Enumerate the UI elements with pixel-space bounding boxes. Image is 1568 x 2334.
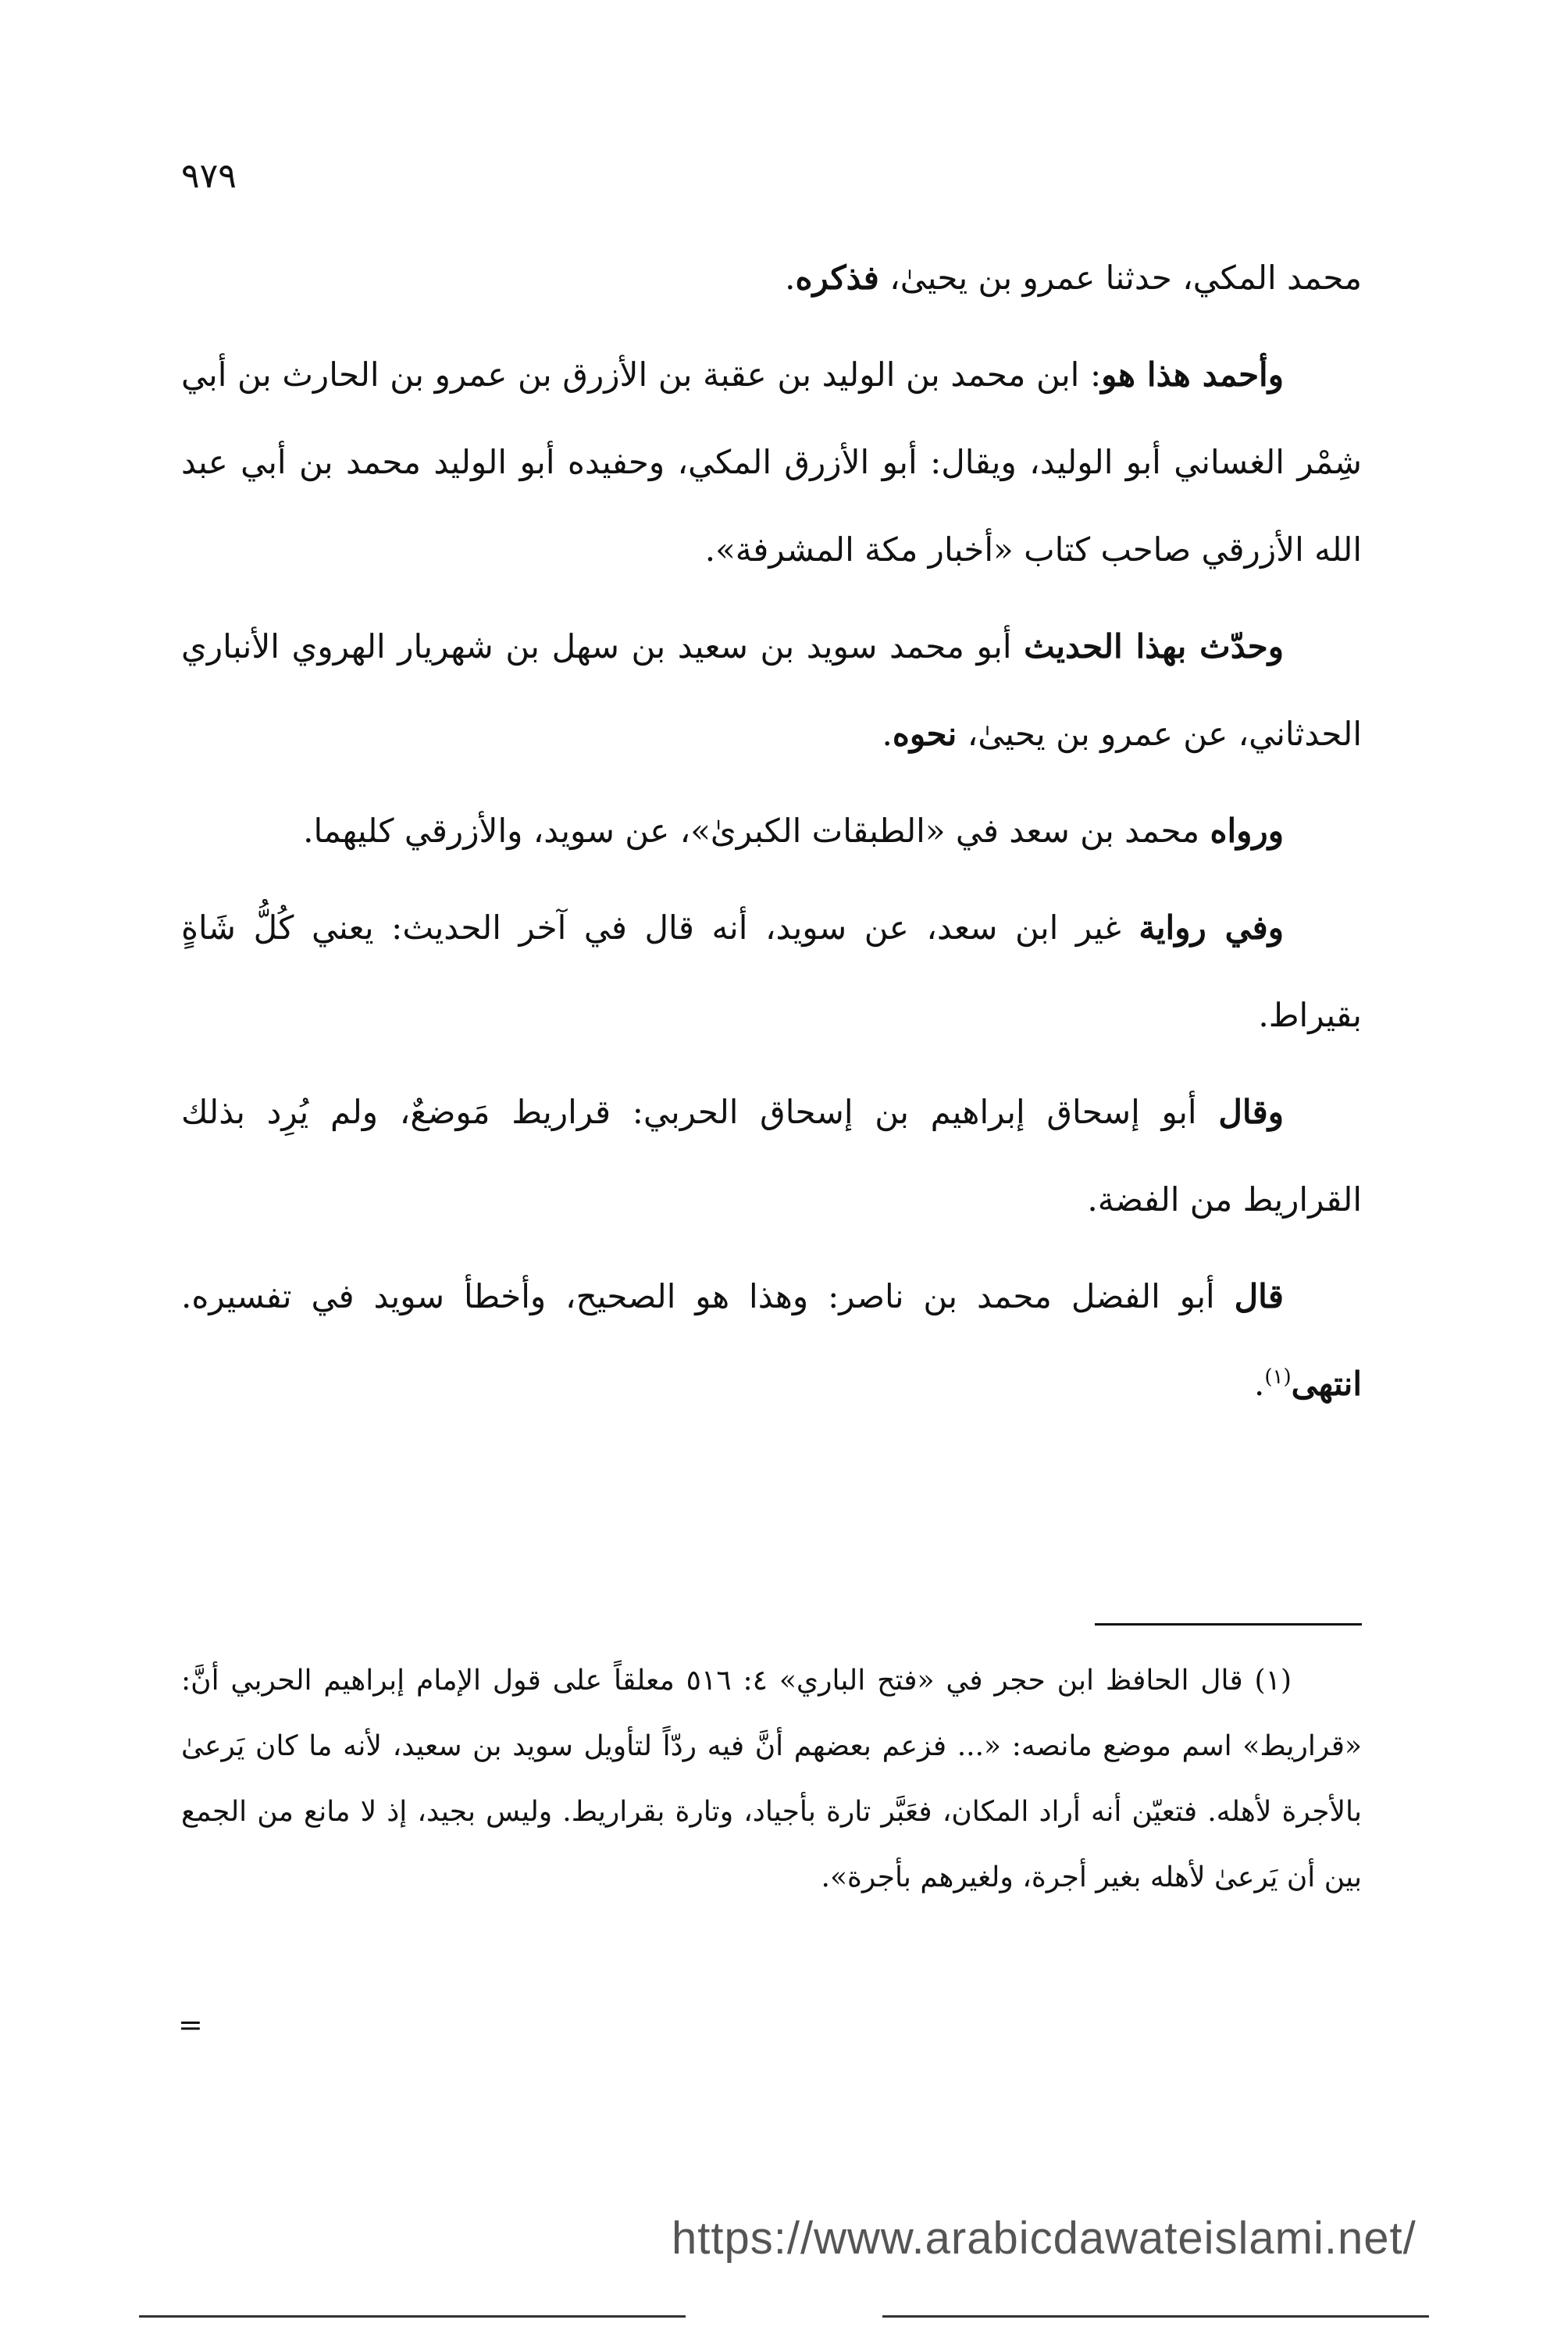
- paragraph-6: وقال أبو إسحاق إبراهيم بن إسحاق الحربي: قراريط مَوضعٌ، ولم يُرِد بذلك القراريط من الفضة.: [181, 1093, 1362, 1219]
- paragraph-1: محمد المكي، حدثنا عمرو بن يحيىٰ، فذكره.: [785, 259, 1362, 297]
- footnote-1: (١) قال الحافظ ابن حجر في «فتح الباري» ٤: ٥١٦ معلقاً على قول الإمام إبراهيم الحربي أنَّ: «قراريط» اسم موضع مانصه: «... فزعم بعضهم أنَّ فيه ردّاً لتأويل سويد بن سعيد، لأنه ما كان يَرعىٰ بالأجرة لأهله. فتعيّن أنه أراد المكان، فعَبَّر تارة بأجياد، وتارة بقراريط. وليس بجيد، إذ لا مانع من الجمع بين أن يَرعىٰ لأهله بغير أجرة، ولغيرهم بأجرة».: [181, 1665, 1362, 1893]
- watermark-url: https://www.arabicdawateislami.net/: [672, 2213, 1417, 2264]
- paragraph-2: وأحمد هذا هو: ابن محمد بن الوليد بن عقبة بن الأزرق بن عمرو بن الحارث بن أبي شِمْر الغساني أبو الوليد، ويقال: أبو الأزرق المكي، وحفيده أبو الوليد محمد بن أبي عبد الله الأزرقي صاحب كتاب «أخبار مكة المشرفة».: [181, 355, 1362, 569]
- paragraph-3: وحدّث بهذا الحديث أبو محمد سويد بن سعيد بن سهل بن شهريار الهروي الأنباري الحدثاني، عن عمرو بن يحيىٰ، نحوه.: [181, 627, 1362, 753]
- paragraph-4: ورواه محمد بن سعد في «الطبقات الكبرىٰ»، عن سويد، والأزرقي كليهما.: [303, 812, 1284, 850]
- footnote-reference: (١): [1264, 1365, 1292, 1389]
- page-number: ٩٧٩: [181, 156, 237, 196]
- footnotes: [181, 1648, 1362, 1911]
- bottom-rule-right: [882, 2315, 1429, 2318]
- bottom-rule-left: [139, 2315, 686, 2318]
- paragraph-5: وفي رواية غير ابن سعد، عن سويد، أنه قال في آخر الحديث: يعني كُلُّ شَاةٍ بقيراط.: [181, 908, 1362, 1034]
- main-text: [181, 234, 1362, 1437]
- footnote-separator: [1095, 1623, 1362, 1626]
- paragraph-7: قال أبو الفضل محمد بن ناصر: وهذا هو الصحيح، وأخطأ سويد في تفسيره. انتهى$^{(١)}$.: [181, 1277, 1362, 1403]
- continuation-mark: =: [178, 2007, 203, 2042]
